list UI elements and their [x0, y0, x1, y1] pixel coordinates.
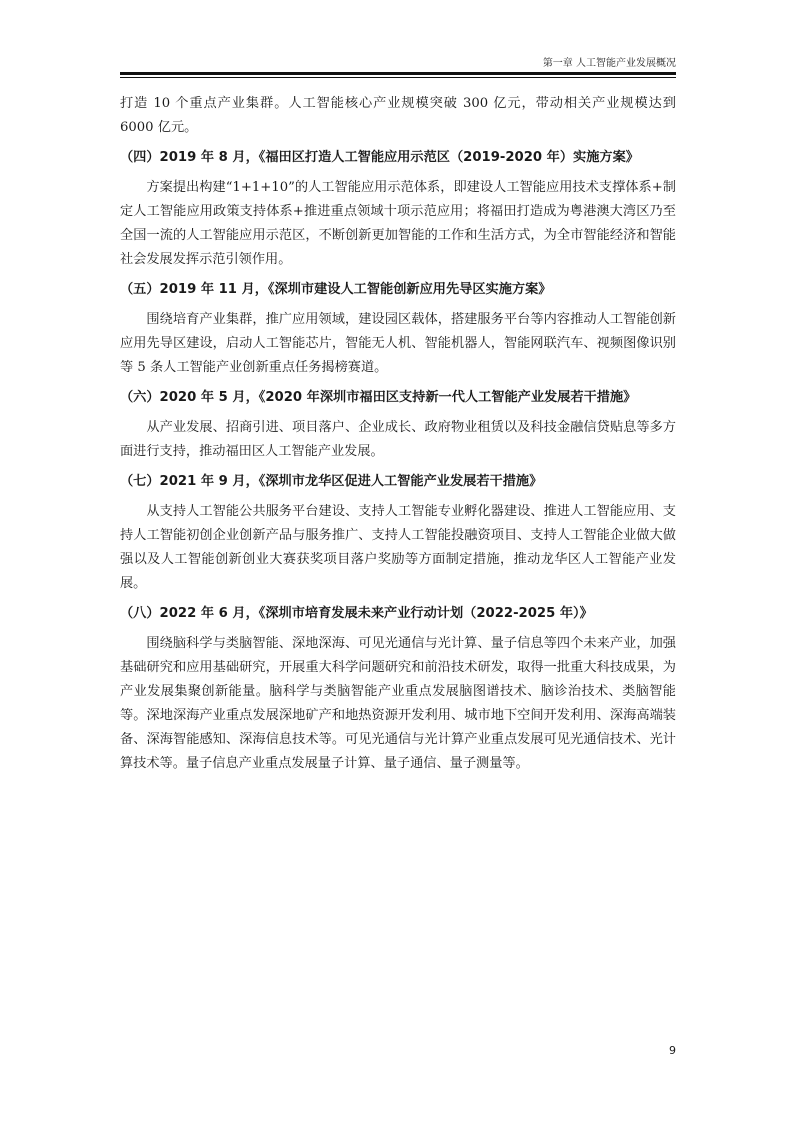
body-paragraph-8: 围绕脑科学与类脑智能、深地深海、可见光通信与光计算、量子信息等四个未来产业，加强基础研究和应用基础研究，开展重大科学问题研究和前沿技术研发，取得一批重大科技成果，为产业发展集聚创新能量。脑科学与类脑智能产业重点发展脑图谱技术、脑诊治技术、类脑智能等。深地深海产业重点发展深地矿产和地热资源开发利用、城市地下空间开发利用、深海高端装备、深海智能感知、深海信息技术等。可见光通信与光计算产业重点发展可见光通信技术、光计算技术等。量子信息产业重点发展量子计算、量子通信、量子测量等。	[120, 636, 676, 771]
section-heading-8: （八）2022 年 6 月，《深圳市培育发展未来产业行动计划（2022-2025 年）》	[120, 606, 593, 621]
running-header: 第一章 人工智能产业发展概况	[542, 58, 676, 69]
body-paragraph-7: 从支持人工智能公共服务平台建设、支持人工智能专业孵化器建设、推进人工智能应用、支持人工智能初创企业创新产品与服务推广、支持人工智能投融资项目、支持人工智能企业做大做强以及人工智能创新创业大赛获奖项目落户奖励等方面制定措施，推动龙华区人工智能产业发展。	[120, 504, 676, 591]
page-number: 9	[669, 1044, 676, 1057]
section-heading-7: （七）2021 年 9 月，《深圳市龙华区促进人工智能产业发展若干措施》	[120, 474, 543, 489]
section-heading-5: （五）2019 年 11 月，《深圳市建设人工智能创新应用先导区实施方案》	[120, 282, 552, 297]
page-body	[120, 92, 676, 776]
body-paragraph-5: 围绕培育产业集群，推广应用领域，建设园区载体，搭建服务平台等内容推动人工智能创新应用先导区建设，启动人工智能芯片，智能无人机、智能机器人，智能网联汽车、视频图像识别等 5 条人工智能产业创新重点任务揭榜赛道。	[120, 312, 676, 375]
body-paragraph-4: 方案提出构建“1+1+10”的人工智能应用示范体系，即建设人工智能应用技术支撑体系+制定人工智能应用政策支持体系+推进重点领域十项示范应用；将福田打造成为粤港澳大湾区乃至全国一流的人工智能应用示范区，不断创新更加智能的工作和生活方式，为全市智能经济和智能社会发展发挥示范引领作用。	[120, 180, 676, 267]
body-paragraph-continued: 打造 10 个重点产业集群。人工智能核心产业规模突破 300 亿元，带动相关产业规模达到 6000 亿元。	[120, 96, 676, 135]
section-heading-6: （六）2020 年 5 月，《2020 年深圳市福田区支持新一代人工智能产业发展若干措施》	[120, 390, 637, 405]
header-rule-thick	[120, 72, 676, 75]
section-heading-4: （四）2019 年 8 月，《福田区打造人工智能应用示范区（2019-2020 年）实施方案》	[120, 150, 639, 165]
body-paragraph-6: 从产业发展、招商引进、项目落户、企业成长、政府物业租赁以及科技金融信贷贴息等多方面进行支持，推动福田区人工智能产业发展。	[120, 420, 676, 459]
header-rule-thin	[120, 77, 676, 78]
